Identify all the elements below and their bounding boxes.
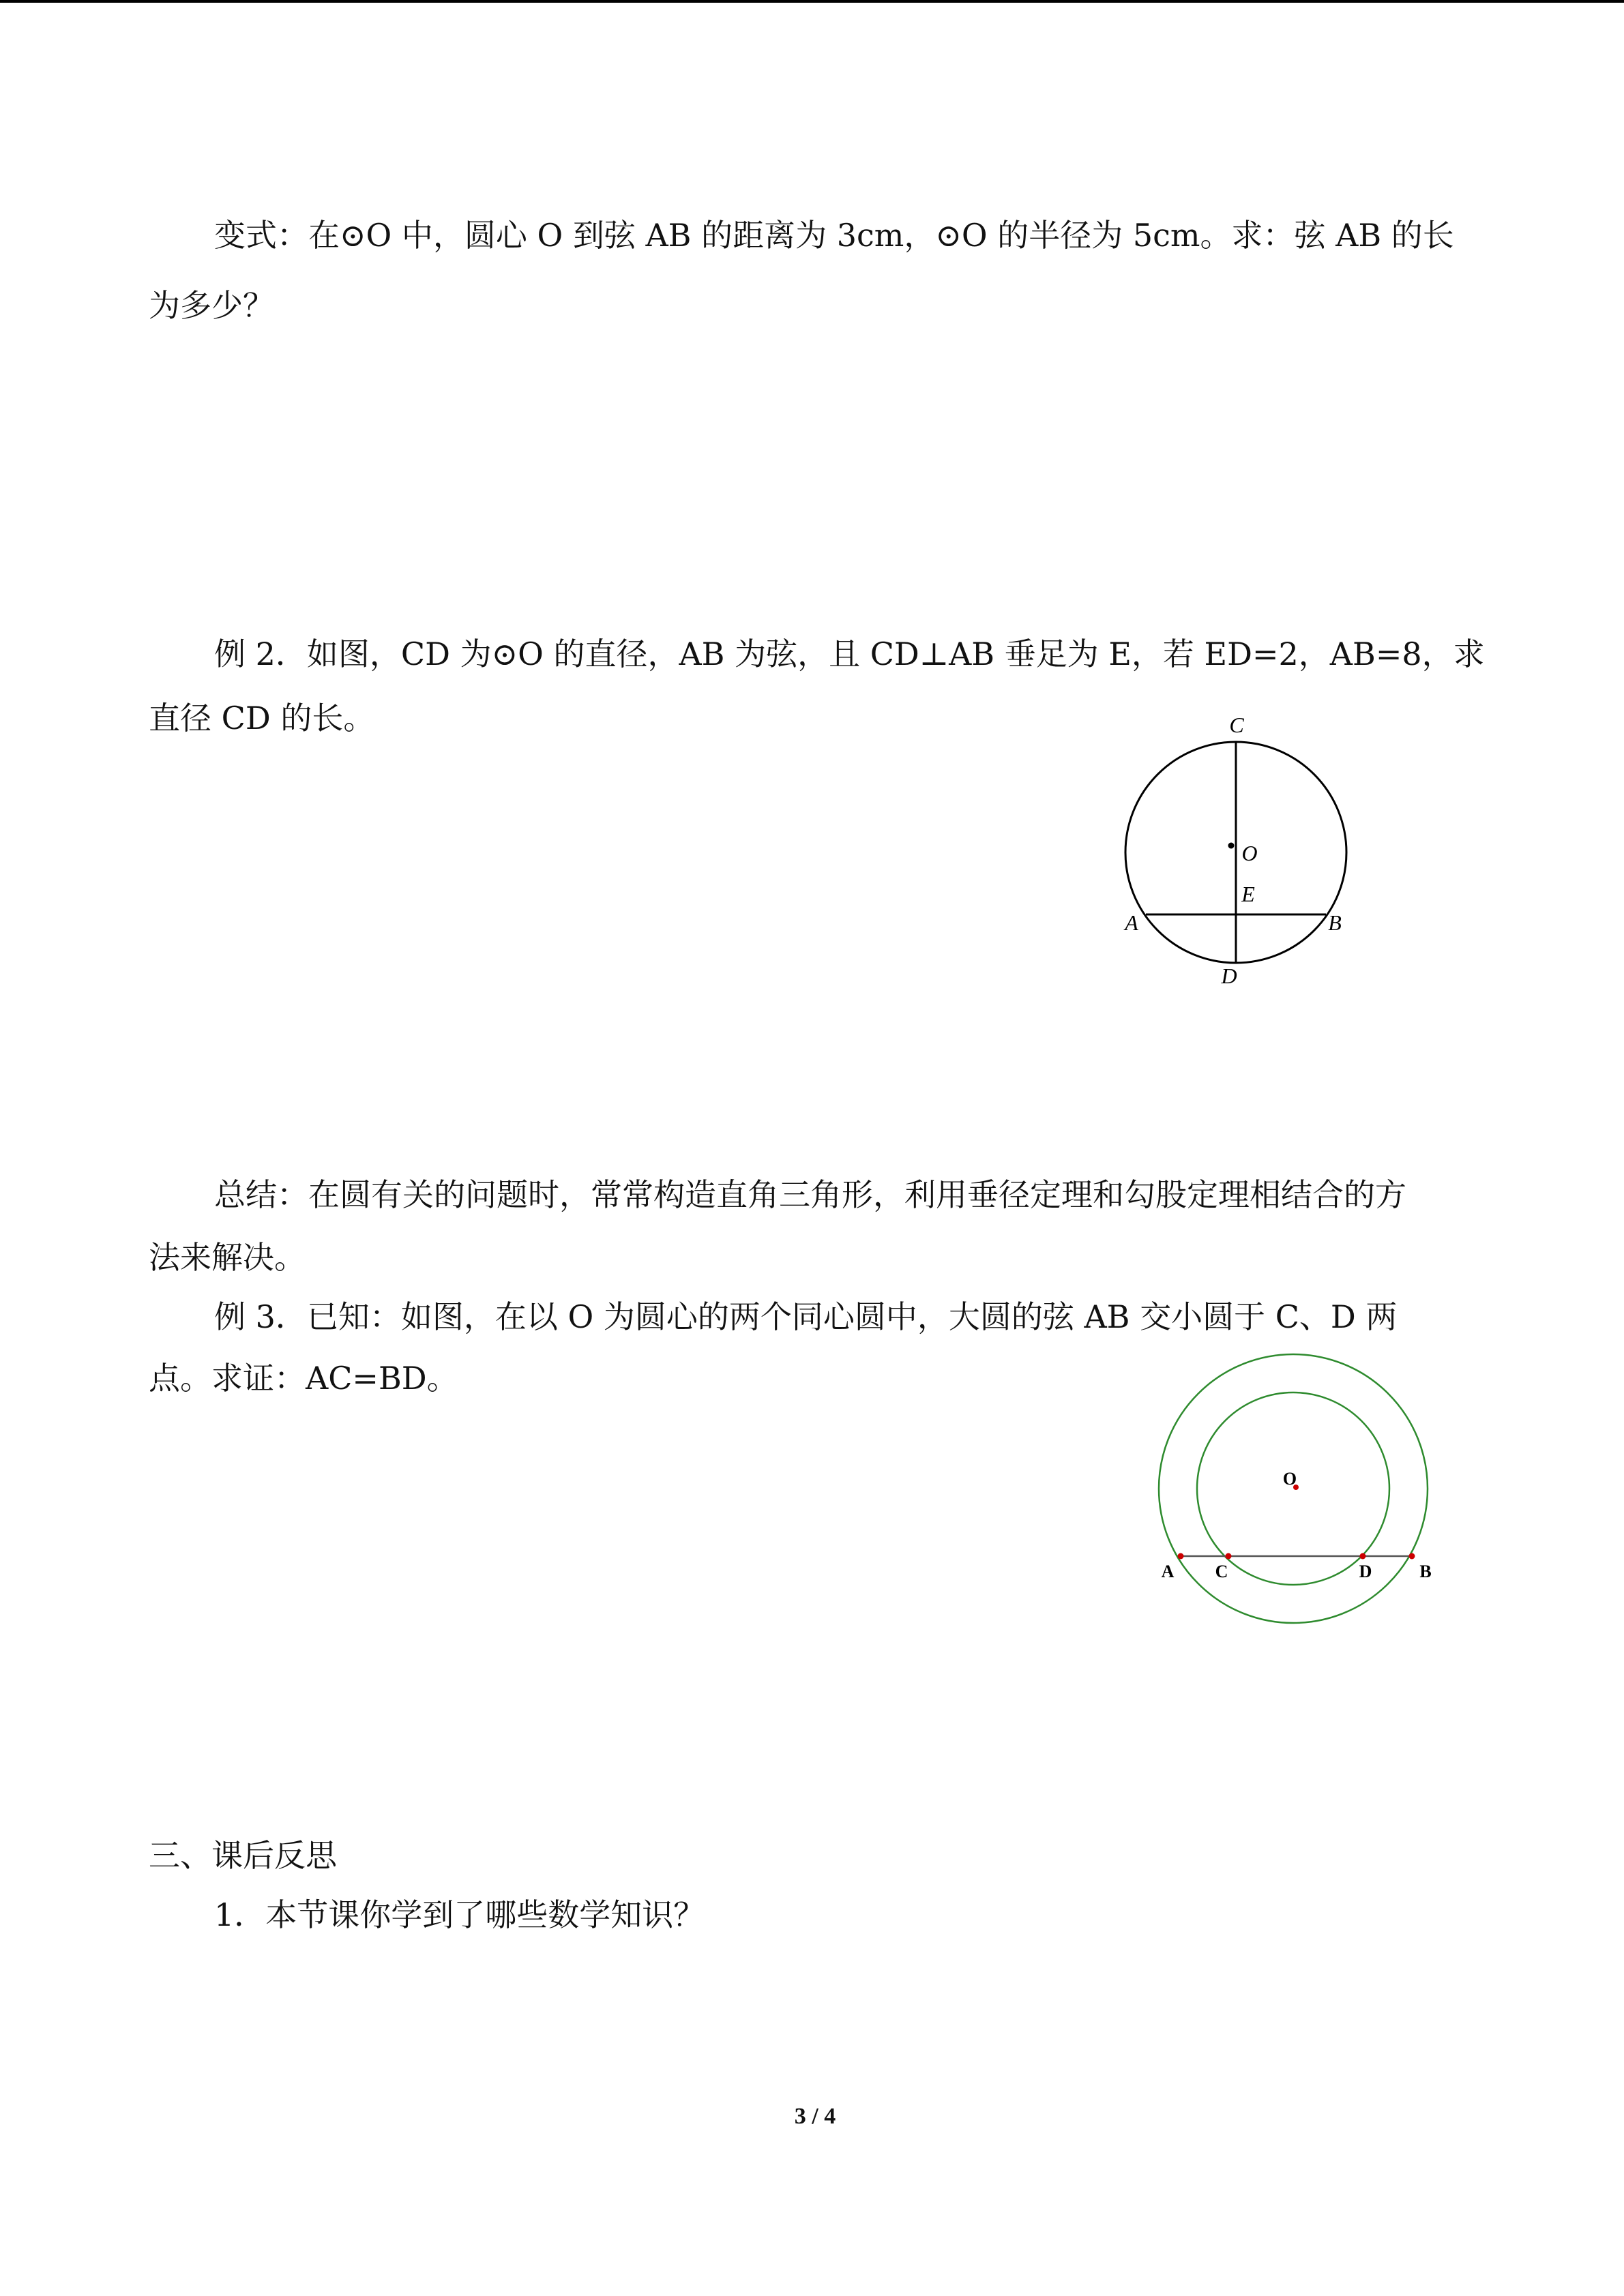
point-b bbox=[1409, 1553, 1415, 1560]
point-d bbox=[1360, 1553, 1366, 1560]
summary-line1: 总结：在圆有关的问题时，常常构造直角三角形，利用垂径定理和勾股定理相结合的方 bbox=[214, 1176, 1406, 1213]
point-a bbox=[1178, 1553, 1184, 1560]
label-c: C bbox=[1229, 713, 1244, 737]
summary-line2: 法来解决。 bbox=[149, 1239, 306, 1276]
top-border bbox=[0, 0, 1624, 3]
center-point-o bbox=[1228, 843, 1235, 849]
label-b: B bbox=[1419, 1562, 1432, 1581]
point-c bbox=[1226, 1553, 1232, 1560]
reflection-item1: 1．本节课你学到了哪些数学知识？ bbox=[214, 1896, 705, 1933]
example2-line2: 直径 CD 的长。 bbox=[149, 700, 375, 736]
label-d: D bbox=[1221, 964, 1237, 988]
label-b: B bbox=[1328, 910, 1342, 935]
label-a: A bbox=[1125, 910, 1138, 935]
label-e: E bbox=[1241, 882, 1255, 906]
example2-figure bbox=[1091, 702, 1364, 996]
example2-line1: 例 2．如图，CD 为⊙O 的直径，AB 为弦，且 CD⊥AB 垂足为 E，若 ED=2，AB=8，求 bbox=[214, 636, 1485, 672]
label-o: O bbox=[1241, 841, 1258, 865]
example3-line1: 例 3．已知：如图，在以 O 为圆心的两个同心圆中，大圆的弦 AB 交小圆于 C、D 两 bbox=[214, 1298, 1398, 1335]
variant-problem-line1: 变式：在⊙O 中，圆心 O 到弦 AB 的距离为 3cm，⊙O 的半径为 5cm。求：弦 AB 的长 bbox=[214, 217, 1454, 254]
example3-line2: 点。求证：AC=BD。 bbox=[149, 1360, 458, 1397]
label-c: C bbox=[1215, 1562, 1228, 1581]
variant-problem-line2: 为多少？ bbox=[149, 287, 274, 324]
label-o: O bbox=[1282, 1469, 1297, 1489]
reflection-heading: 三、课后反思 bbox=[149, 1837, 337, 1874]
label-a: A bbox=[1161, 1562, 1175, 1581]
label-d: D bbox=[1359, 1562, 1372, 1581]
example3-figure bbox=[1146, 1347, 1446, 1633]
outer-circle bbox=[1159, 1354, 1428, 1623]
page-number: 3 / 4 bbox=[794, 2104, 836, 2129]
